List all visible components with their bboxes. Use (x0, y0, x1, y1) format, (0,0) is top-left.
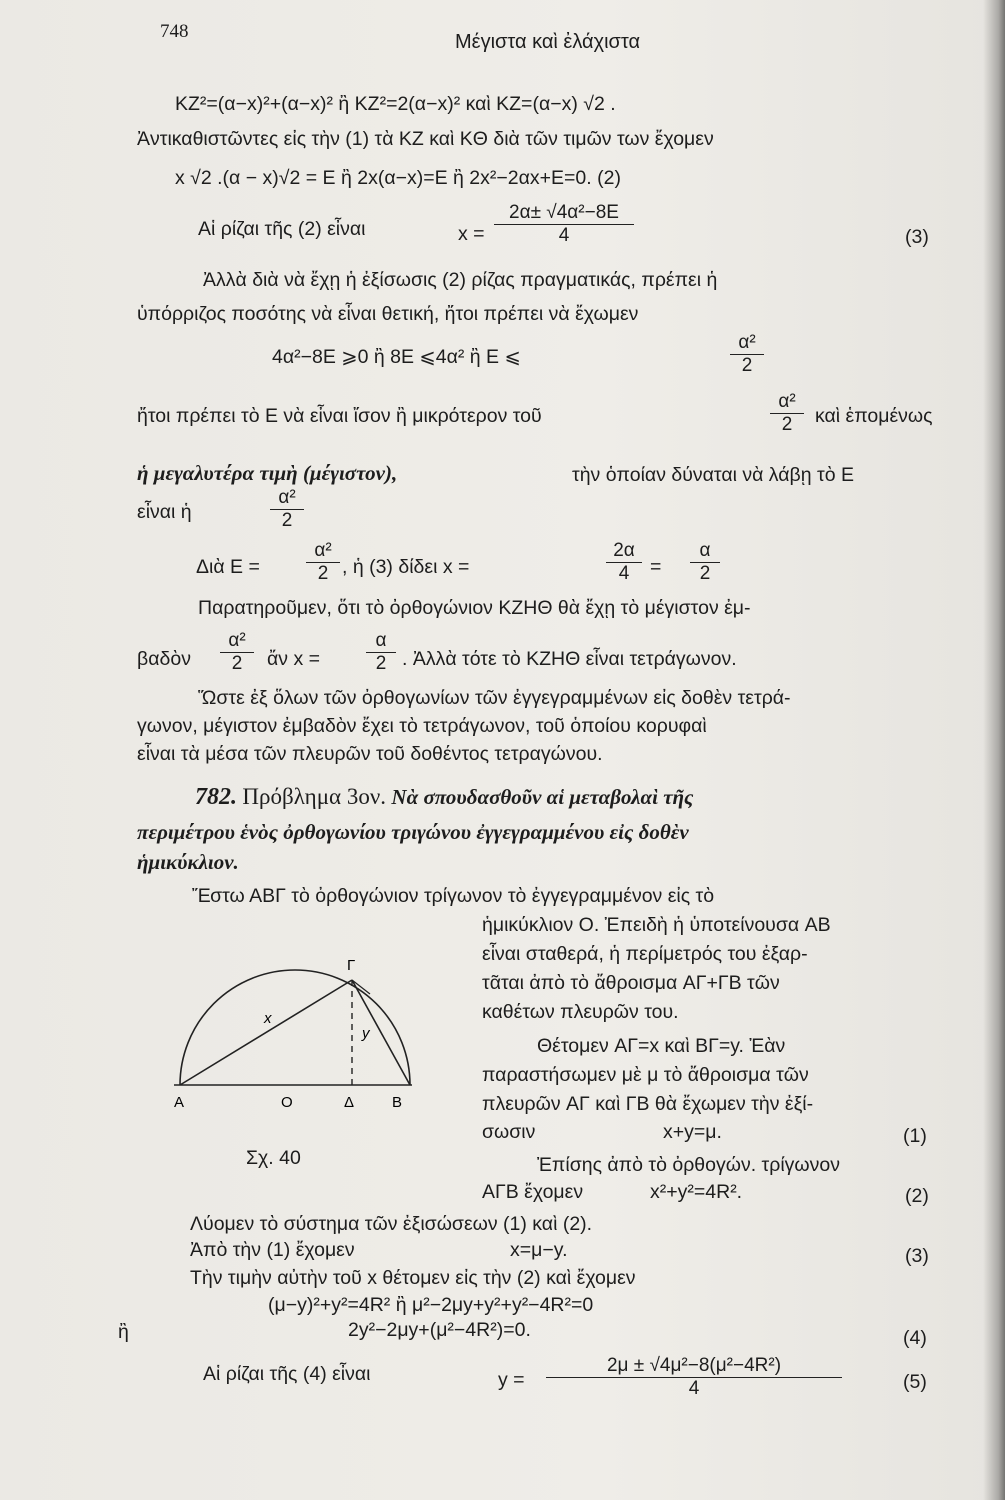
equation-number: (3) (905, 226, 929, 248)
fraction-numerator: α² (306, 540, 340, 563)
text-line: Ἔστω ΑΒΓ τὸ ὀρθογώνιον τρίγωνον τὸ ἐγγεγραμμένον εἰς τὸ (192, 885, 715, 907)
text-line: καὶ ἑπομένως (815, 405, 933, 427)
fraction-denominator: 2 (231, 653, 243, 674)
text-line: Θέτομεν AΓ=x καὶ BΓ=y. Ἐὰν (537, 1035, 786, 1057)
text-line: παραστήσωμεν μὲ μ τὸ ἄθροισμα τῶν (482, 1064, 809, 1086)
text-line: Ἀντικαθιστῶντες εἰς τὴν (1) τὰ KZ καὶ KΘ διὰ τῶν τιμῶν των ἔχομεν (137, 128, 714, 150)
text-line: . Ἀλλὰ τότε τὸ KZHΘ εἶναι τετράγωνον. (402, 648, 737, 670)
fraction-numerator: α² (730, 332, 764, 355)
fraction (606, 540, 642, 585)
text-line: Ἐπίσης ἀπὸ τὸ ὀρθογών. τρίγωνον (537, 1154, 840, 1176)
equation: x+y=μ. (663, 1121, 722, 1143)
equation-part: x = (458, 223, 485, 245)
section-heading (195, 782, 693, 813)
text-line: Ἀπὸ τὴν (1) ἔχομεν (190, 1239, 355, 1261)
text-line: Αἱ ρίζαι τῆς (4) εἶναι (203, 1363, 371, 1385)
text-line: εἶναι ἡ (137, 501, 192, 523)
equation-line: x √2 .(α − x)√2 = E ἢ 2x(α−x)=E ἢ 2x²−2αx+E=0. (2) (175, 167, 621, 189)
equation: 2y²−2μy+(μ²−4R²)=0. (348, 1319, 531, 1341)
label-y: y (362, 1025, 370, 1042)
fraction (690, 540, 720, 585)
fraction-denominator: 4 (618, 563, 630, 584)
fraction-numerator: α² (220, 630, 254, 653)
side-gb (352, 980, 410, 1085)
problem-statement: ἡμικύκλιον. (137, 850, 239, 874)
label-x: x (264, 1010, 272, 1027)
text-line: σωσιν (482, 1121, 536, 1143)
fraction-denominator: 2 (699, 563, 711, 584)
text-line: εἶναι σταθερά, ἡ περίμετρός του ἐξαρ- (482, 943, 808, 965)
semicircle-figure (160, 950, 420, 1130)
text-line: εἶναι τὰ μέσα τῶν πλευρῶν τοῦ δοθέντος τετραγώνου. (137, 743, 603, 765)
equation-kz: KZ²=(α−x)²+(α−x)² ἢ KZ²=2(α−x)² καὶ KZ=(α−x) √2 . (175, 93, 616, 115)
fraction-numerator: α (690, 540, 720, 563)
text-line: γωνον, μέγιστον ἐμβαδὸν ἔχει τὸ τετράγωνον, τοῦ ὁποίου κορυφαὶ (137, 715, 707, 737)
equation: x²+y²=4R². (650, 1181, 743, 1203)
fraction-numerator: 2α± √4α²−8E (494, 202, 634, 225)
running-title: Μέγιστα καὶ ἐλάχιστα (455, 31, 641, 53)
text-line: Λύομεν τὸ σύστημα τῶν ἐξισώσεων (1) καὶ (2). (190, 1213, 593, 1235)
text-line: βαδὸν (137, 648, 191, 670)
fraction-roots-y (546, 1355, 842, 1400)
equation-number: (3) (905, 1245, 929, 1267)
equation-part: , ἡ (3) δίδει x = (342, 556, 470, 578)
equation: (μ−y)²+y²=4R² ἢ μ²−2μy+y²+y²−4R²=0 (268, 1294, 594, 1316)
text-line: ἢ (118, 1321, 129, 1343)
page-number: 748 (160, 21, 189, 42)
fraction-denominator: 2 (281, 510, 293, 531)
label-g: Γ (347, 957, 356, 974)
problem-statement: Νὰ σπουδασθοῦν αἱ μεταβολαὶ τῆς (391, 785, 694, 809)
inequality-line: 4α²−8E ⩾0 ἢ 8E ⩽4α² ἢ E ⩽ (272, 346, 521, 368)
fraction-numerator: 2α (606, 540, 642, 563)
equation: x=μ−y. (510, 1239, 568, 1261)
fraction-denominator: 2 (781, 414, 793, 435)
fraction-denominator: 4 (688, 1378, 700, 1399)
fraction-numerator: α² (270, 487, 304, 510)
equation-part: ἄν x = (267, 648, 320, 670)
equation-number: (5) (903, 1371, 927, 1393)
text-line: ἤτοι πρέπει τὸ E νὰ εἶναι ἴσον ἢ μικρότερον τοῦ (137, 405, 542, 427)
section-title: Πρόβλημα 3ον. (242, 784, 386, 809)
fraction-denominator: 2 (375, 653, 387, 674)
text-line: ἡμικύκλιον O. Ἐπειδὴ ἡ ὑποτείνουσα AB (482, 914, 831, 936)
equation-number: (1) (903, 1125, 927, 1147)
section-number: 782. (195, 784, 237, 810)
fraction (770, 391, 804, 436)
equation-number: (4) (903, 1327, 927, 1349)
fraction-roots (494, 202, 634, 247)
bold-phrase: ἡ μεγαλυτέρα τιμὴ (μέγιστον), (137, 461, 398, 485)
problem-statement: περιμέτρου ἑνὸς ὀρθογωνίου τριγώνου ἐγγεγραμμένου εἰς δοθὲν (137, 820, 689, 844)
fraction (366, 630, 396, 675)
label-d: Δ (344, 1094, 355, 1111)
text-line: πλευρῶν AΓ καὶ ΓB θὰ ἔχωμεν τὴν ἐξί- (482, 1093, 814, 1115)
fraction-denominator: 2 (317, 563, 329, 584)
label-o: O (281, 1094, 293, 1111)
equation-number: (2) (905, 1185, 929, 1207)
text-line: ὑπόρριζος ποσότης νὰ εἶναι θετική, ἤτοι πρέπει νὰ ἔχωμεν (137, 303, 639, 325)
equation-part: Διὰ E = (196, 556, 260, 578)
label-a: A (174, 1094, 185, 1111)
side-ag (180, 980, 352, 1085)
fraction (220, 630, 254, 675)
text-line: Ἀλλὰ διὰ νὰ ἔχῃ ἡ ἐξίσωσις (2) ρίζας πραγματικάς, πρέπει ἡ (203, 269, 718, 291)
semicircle-arc (180, 970, 410, 1085)
fraction (306, 540, 340, 585)
text-line: AΓB ἔχομεν (482, 1181, 584, 1203)
fraction-numerator: α (366, 630, 396, 653)
page-edge-shadow (983, 0, 1005, 1500)
text-line: Αἱ ρίζαι τῆς (2) εἶναι (198, 218, 366, 240)
text-line: τᾶται ἀπὸ τὸ ἄθροισμα AΓ+ΓB τῶν (482, 972, 780, 994)
text-line: Ὥστε ἐξ ὅλων τῶν ὀρθογωνίων τῶν ἐγγεγραμμένων εἰς δοθὲν τετρά- (198, 687, 791, 709)
fraction-denominator: 4 (558, 225, 570, 246)
fraction-numerator: α² (770, 391, 804, 414)
text-line: Παρατηροῦμεν, ὅτι τὸ ὀρθογώνιον KZHΘ θὰ ἔχῃ τὸ μέγιστον ἐμ- (198, 597, 751, 619)
fraction (270, 487, 304, 532)
equals-sign: = (650, 556, 662, 578)
text-line: Τὴν τιμὴν αὐτὴν τοῦ x θέτομεν εἰς τὴν (2) καὶ ἔχομεν (190, 1267, 636, 1289)
fraction-numerator: 2μ ± √4μ²−8(μ²−4R²) (546, 1355, 842, 1378)
fraction (730, 332, 764, 377)
equation-part: y = (498, 1369, 525, 1391)
text-line: τὴν ὁποίαν δύναται νὰ λάβῃ τὸ E (572, 464, 854, 486)
fraction-denominator: 2 (741, 355, 753, 376)
text-line: καθέτων πλευρῶν του. (482, 1001, 679, 1023)
label-b: B (392, 1094, 403, 1111)
figure-caption: Σχ. 40 (246, 1147, 301, 1169)
